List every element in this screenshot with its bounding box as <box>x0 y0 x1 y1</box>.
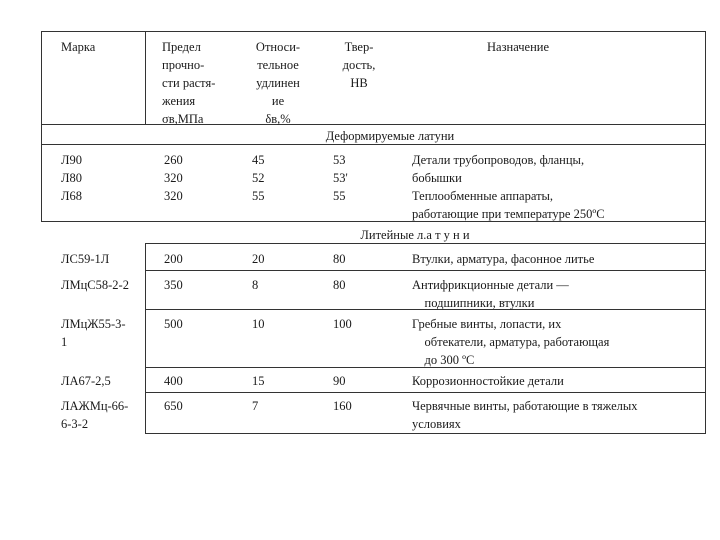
table-row-purpose: Втулки, арматура, фасонное литье <box>412 252 595 266</box>
table-top-border <box>41 31 706 32</box>
table-row-purpose: Гребные винты, лопасти, их обтекатели, арматура, работающая до 300 ºС <box>412 317 610 367</box>
table-row-grade: ЛМцС58-2-2 <box>61 278 129 292</box>
table-row-hardness: 80 <box>333 278 346 292</box>
wrought-elongation: 45 52 55 <box>252 153 265 203</box>
table-row-elongation: 15 <box>252 374 265 388</box>
table-row-strength: 650 <box>164 399 183 413</box>
header-hardness: Твер- дость, НВ <box>342 40 376 90</box>
table-row-elongation: 7 <box>252 399 259 413</box>
wrought-strength: 260 320 320 <box>164 153 183 203</box>
table-row-elongation: 10 <box>252 317 265 331</box>
wrought-bottom-border <box>41 221 706 222</box>
table-row-elongation: 20 <box>252 252 265 266</box>
header-elongation: Относи- тельное удлинен ие δв,% <box>255 40 301 126</box>
table-row-hardness: 100 <box>333 317 352 331</box>
header-strength: Предел прочно- сти растя- жения σв,МПа <box>162 40 216 126</box>
table-row-grade: ЛМцЖ55-3- 1 <box>61 317 126 349</box>
table-row-hardness: 90 <box>333 374 346 388</box>
table-row-purpose: Коррозионностойкие детали <box>412 374 564 388</box>
wrought-purpose: Детали трубопроводов, фланцы, бобышки Теплообменные аппараты, работающие при температуре 250ºС <box>412 153 605 221</box>
row-border <box>145 392 706 393</box>
row-border <box>145 270 706 271</box>
table-row-elongation: 8 <box>252 278 259 292</box>
section-title-wrought: Деформируемые латуни <box>325 129 455 143</box>
table-row-purpose: Червячные винты, работающие в тяжелых условиях <box>412 399 638 431</box>
header-bottom-border <box>41 124 706 125</box>
table-row-grade: ЛС59-1Л <box>61 252 110 266</box>
header-purpose: Назначение <box>487 40 550 54</box>
wrought-hardness: 53 53' 55 <box>333 153 348 203</box>
section-title-cast: Литейные л.а т у н и <box>360 228 470 242</box>
table-row-grade: ЛАЖМц-66- 6-3-2 <box>61 399 129 431</box>
table-bottom-border <box>145 433 706 434</box>
table-row-purpose: Антифрикционные детали — подшипники, втулки <box>412 278 569 310</box>
column-divider <box>145 243 146 434</box>
header-grade: Марка <box>61 40 96 54</box>
table-row-hardness: 80 <box>333 252 346 266</box>
table-row-strength: 500 <box>164 317 183 331</box>
column-divider <box>145 31 146 125</box>
wrought-grades: Л90 Л80 Л68 <box>61 153 82 203</box>
table-row-strength: 200 <box>164 252 183 266</box>
table-row-grade: ЛА67-2,5 <box>61 374 111 388</box>
table-row-strength: 400 <box>164 374 183 388</box>
table-row-strength: 350 <box>164 278 183 292</box>
table-row-hardness: 160 <box>333 399 352 413</box>
